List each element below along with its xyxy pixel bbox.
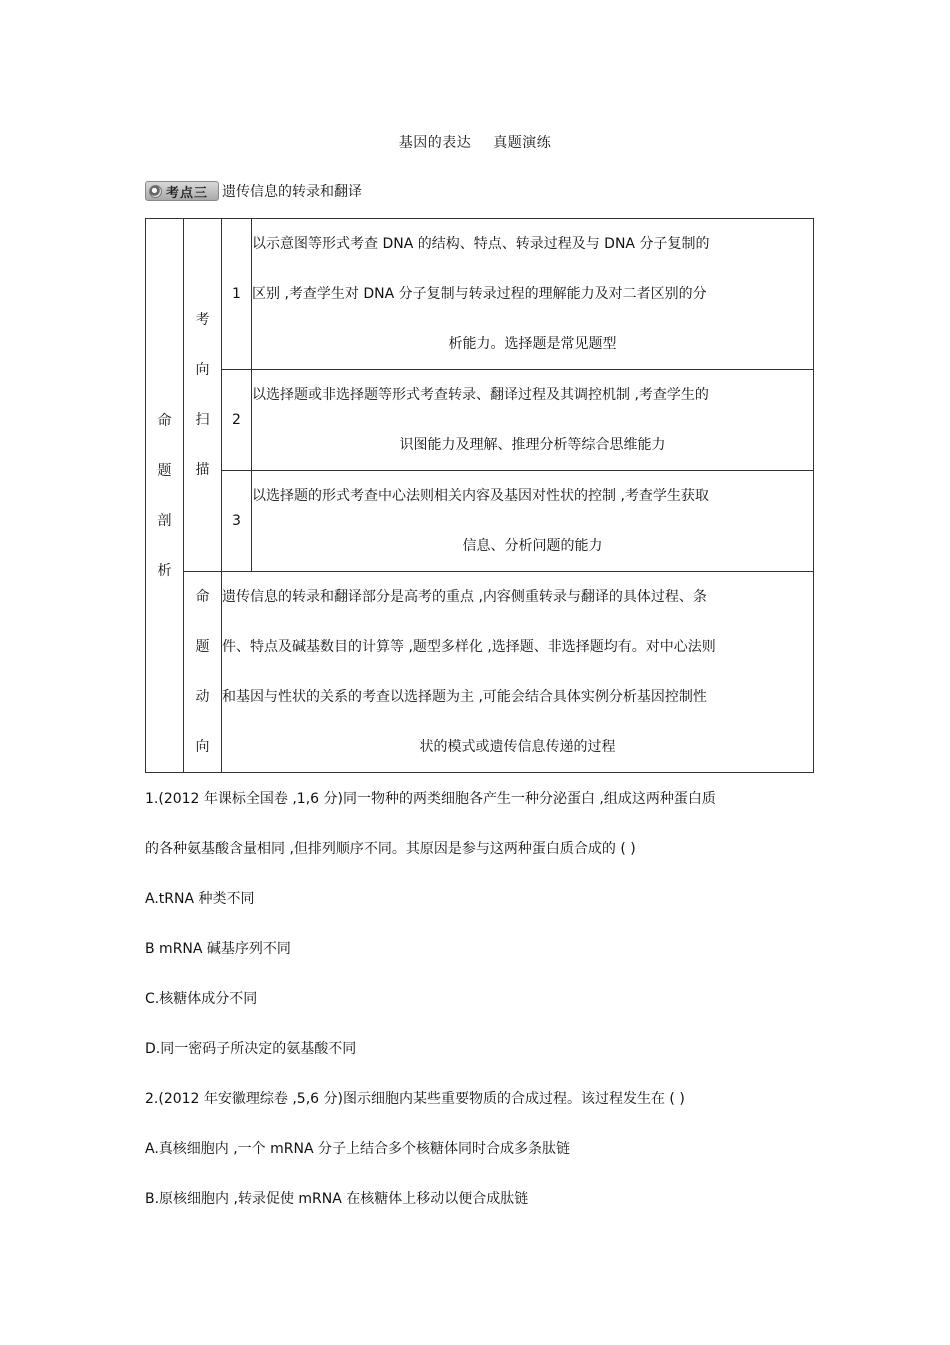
text-line: 和基因与性状的关系的考查以选择题为主 ,可能会结合具体实例分析基因控制性 xyxy=(222,689,707,705)
question-1-stem-line: 的各种氨基酸含量相同 ,但排列顺序不同。其原因是参与这两种蛋白质合成的 ( ) xyxy=(145,841,636,857)
trend-text xyxy=(222,572,814,773)
scan-row-text xyxy=(252,370,814,471)
trend-label-cell xyxy=(184,572,222,773)
scan-label-char: 描 xyxy=(195,462,210,478)
title-part-2: 真题演练 xyxy=(493,135,552,151)
trend-label-char: 动 xyxy=(195,689,210,705)
text-line: 析能力。选择题是常见题型 xyxy=(448,336,617,352)
scan-row-number: 2 xyxy=(222,370,252,471)
question-2-option-b: B.原核细胞内 ,转录促使 mRNA 在核糖体上移动以便合成肽链 xyxy=(145,1191,529,1207)
badge-disc-icon xyxy=(149,185,162,198)
trend-label-char: 题 xyxy=(195,639,210,655)
outer-label-char: 题 xyxy=(157,462,172,479)
text-line: 识图能力及理解、推理分析等综合思维能力 xyxy=(399,437,666,453)
text-line: 件、特点及碱基数目的计算等 ,题型多样化 ,选择题、非选择题均有。对中心法则 xyxy=(222,639,716,655)
section-header xyxy=(145,180,362,202)
scan-row-text xyxy=(252,471,814,572)
scan-label-cell xyxy=(184,219,222,572)
trend-label-char: 向 xyxy=(195,739,210,755)
scan-row-number: 3 xyxy=(222,471,252,572)
text-line: 遗传信息的转录和翻译部分是高考的重点 ,内容侧重转录与翻译的具体过程、条 xyxy=(222,589,707,605)
section-badge xyxy=(145,181,219,201)
text-line: 以选择题的形式考查中心法则相关内容及基因对性状的控制 ,考查学生获取 xyxy=(252,488,709,504)
question-2-stem-line: 2.(2012 年安徽理综卷 ,5,6 分)图示细胞内某些重要物质的合成过程。该过程发生在 ( ) xyxy=(145,1091,685,1107)
scan-row-text xyxy=(252,219,814,370)
text-line: 以选择题或非选择题等形式考查转录、翻译过程及其调控机制 ,考查学生的 xyxy=(252,387,709,403)
outer-label-char: 析 xyxy=(157,562,172,579)
question-1-option-b: B mRNA 碱基序列不同 xyxy=(145,941,291,957)
scan-label-char: 考 xyxy=(195,312,210,328)
badge-label: 考点三 xyxy=(166,185,209,201)
question-2-option-a: A.真核细胞内 ,一个 mRNA 分子上结合多个核糖体同时合成多条肽链 xyxy=(145,1141,570,1157)
scan-label-char: 扫 xyxy=(195,412,210,428)
text-line: 状的模式或遗传信息传递的过程 xyxy=(419,739,616,755)
question-1-option-d: D.同一密码子所决定的氨基酸不同 xyxy=(145,1041,357,1057)
analysis-table xyxy=(145,218,814,773)
question-1-option-a: A.tRNA 种类不同 xyxy=(145,891,255,907)
question-1-option-c: C.核糖体成分不同 xyxy=(145,991,258,1007)
section-title: 遗传信息的转录和翻译 xyxy=(222,184,362,200)
scan-label-char: 向 xyxy=(195,362,210,378)
outer-label-char: 剖 xyxy=(157,512,172,529)
trend-label-char: 命 xyxy=(195,589,210,605)
text-line: 信息、分析问题的能力 xyxy=(462,538,603,554)
title-part-1: 基因的表达 xyxy=(398,135,472,151)
question-1-stem-line: 1.(2012 年课标全国卷 ,1,6 分)同一物种的两类细胞各产生一种分泌蛋白 ,组成这两种蛋白质 xyxy=(145,791,716,807)
scan-row-number: 1 xyxy=(222,219,252,370)
page-title xyxy=(0,132,950,152)
outer-label-char: 命 xyxy=(157,412,172,429)
text-line: 区别 ,考查学生对 DNA 分子复制与转录过程的理解能力及对二者区别的分 xyxy=(252,286,707,302)
text-line: 以示意图等形式考查 DNA 的结构、特点、转录过程及与 DNA 分子复制的 xyxy=(252,236,710,252)
outer-label-cell xyxy=(146,219,184,773)
